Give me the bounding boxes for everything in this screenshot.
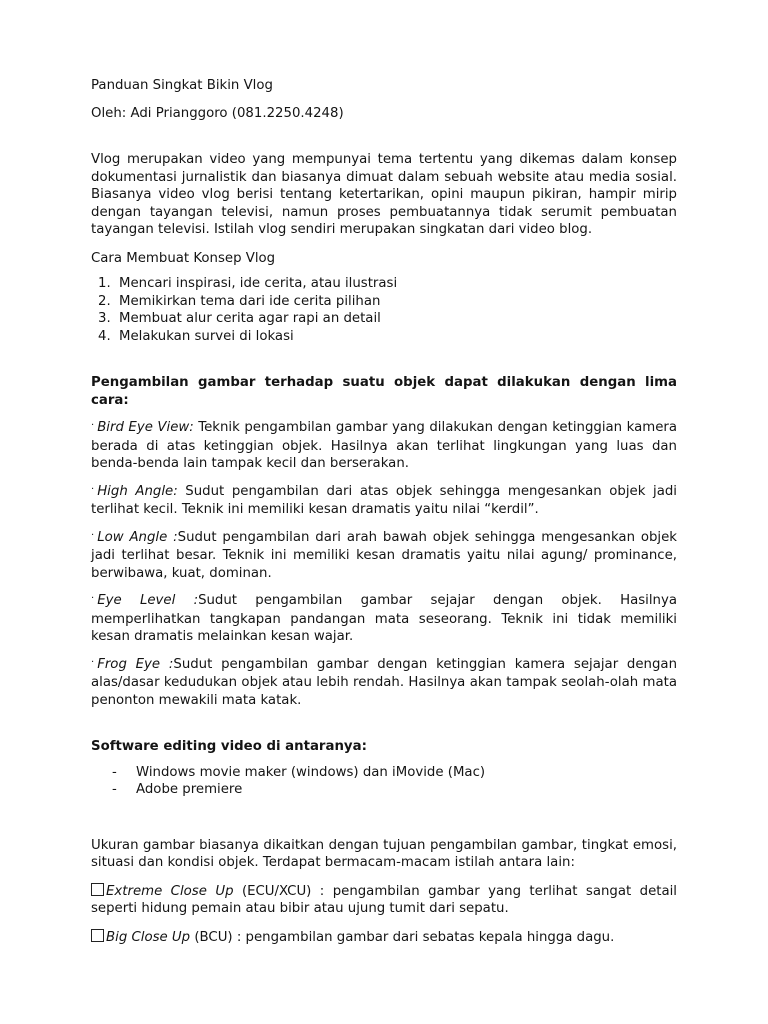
list-item-text: Windows movie maker (windows) dan iMovide (Mac) [136,764,486,780]
angle-term: Low Angle : [97,529,178,545]
angles-heading: Pengambilan gambar terhadap suatu objek dapat dilakukan dengan lima cara: [91,375,677,408]
angle-term: Eye Level : [97,593,199,608]
document-page [91,77,677,946]
size-item [91,882,677,918]
list-item-text: Melakukan survei di lokasi [119,328,294,344]
angle-item [91,419,677,473]
list-item [98,293,677,311]
list-item-text: Adobe premiere [136,782,243,797]
angle-term: High Angle: [97,483,178,499]
size-term: Extreme Close Up [106,883,234,899]
list-item [112,781,677,799]
author-line: Oleh: Adi Prianggoro (081.2250.4248) [91,105,344,121]
angle-description: Sudut pengambilan gambar sejajar dengan objek. Hasilnya memperlihatkan tangkapan pandangan mata seseorang. Teknik ini tidak memiliki kesan dramatis melainkan kesan wajar. [91,593,678,644]
angle-description: Sudut pengambilan gambar dengan ketinggian kamera sejajar dengan alas/dasar kedudukan objek atau lebih rendah. Hasilnya akan tampak seolah-olah mata penonton mewakili mata katak. [91,656,678,708]
list-number: 2. [98,293,111,309]
concept-steps-list [91,275,677,345]
bullet-dot: · [91,529,95,541]
angle-item [91,483,677,519]
checkbox-square-icon [91,929,104,942]
angle-item [91,656,677,710]
list-item-text: Memikirkan tema dari ide cerita pilihan [119,293,381,309]
list-item [112,764,677,782]
sizes-intro: Ukuran gambar biasanya dikaitkan dengan tujuan pengambilan gambar, tingkat emosi, situasi dan kondisi objek. Terdapat bermacam-macam istilah antara lain: [91,837,677,870]
bullet-dot: · [91,656,95,668]
list-item [98,310,677,328]
angle-item [91,592,677,646]
software-list [91,764,677,799]
size-description: (ECU/XCU) : pengambilan gambar yang terlihat sangat detail seperti hidung pemain atau bibir atau ujung tumit dari sepatu. [91,883,677,916]
angle-description: Sudut pengambilan dari atas objek sehingga mengesankan objek jadi terlihat kecil. Teknik ini memiliki kesan dramatis yaitu nilai “kerdil”. [91,483,677,517]
size-term: Big Close Up [106,929,191,945]
bullet-dot: · [91,420,95,431]
list-number: 4. [98,328,111,344]
angle-description: Sudut pengambilan dari arah bawah objek sehingga mengesankan objek jadi terlihat besar. Teknik ini memiliki kesan dramatis yaitu nilai agung/ prominance, berwibawa, kuat, dominan. [91,529,678,581]
dash-marker: - [112,782,117,797]
list-item-text: Membuat alur cerita agar rapi an detail [119,311,381,326]
size-description: (BCU) : pengambilan gambar dari sebatas kepala hingga dagu. [190,929,615,945]
checkbox-square-icon [91,883,104,896]
list-number: 1. [98,276,111,291]
angle-item [91,529,677,583]
angle-description: Teknik pengambilan gambar yang dilakukan dengan ketinggian kamera berada di atas ketinggian objek. Hasilnya akan terlihat lingkungan yang luas dan benda-benda lain tampak kecil dan berserakan. [91,420,677,471]
concept-title: Cara Membuat Konsep Vlog [91,250,276,266]
document-title: Panduan Singkat Bikin Vlog [91,78,273,93]
list-item [98,328,677,346]
bullet-dot: · [91,483,95,495]
size-item [91,928,677,947]
software-heading: Software editing video di antaranya: [91,739,367,754]
intro-paragraph: Vlog merupakan video yang mempunyai tema tertentu yang dikemas dalam konsep dokumentasi jurnalistik dan biasanya dimuat dalam sebuah website atau media sosial. Biasanya video vlog berisi tentang ketertarikan, opini maupun pikiran, hampir mirip dengan tayangan televisi, namun proses pembuatannya tidak serumit pembuatan tayangan televisi. Istilah vlog sendiri merupakan singkatan dari video blog. [91,152,677,237]
bullet-dot: · [91,593,95,604]
list-number: 3. [98,311,111,326]
angle-term: Frog Eye : [97,656,174,672]
list-item [98,275,677,293]
list-item-text: Mencari inspirasi, ide cerita, atau ilustrasi [119,276,398,291]
dash-marker: - [112,764,117,780]
angle-term: Bird Eye View: [97,420,194,435]
